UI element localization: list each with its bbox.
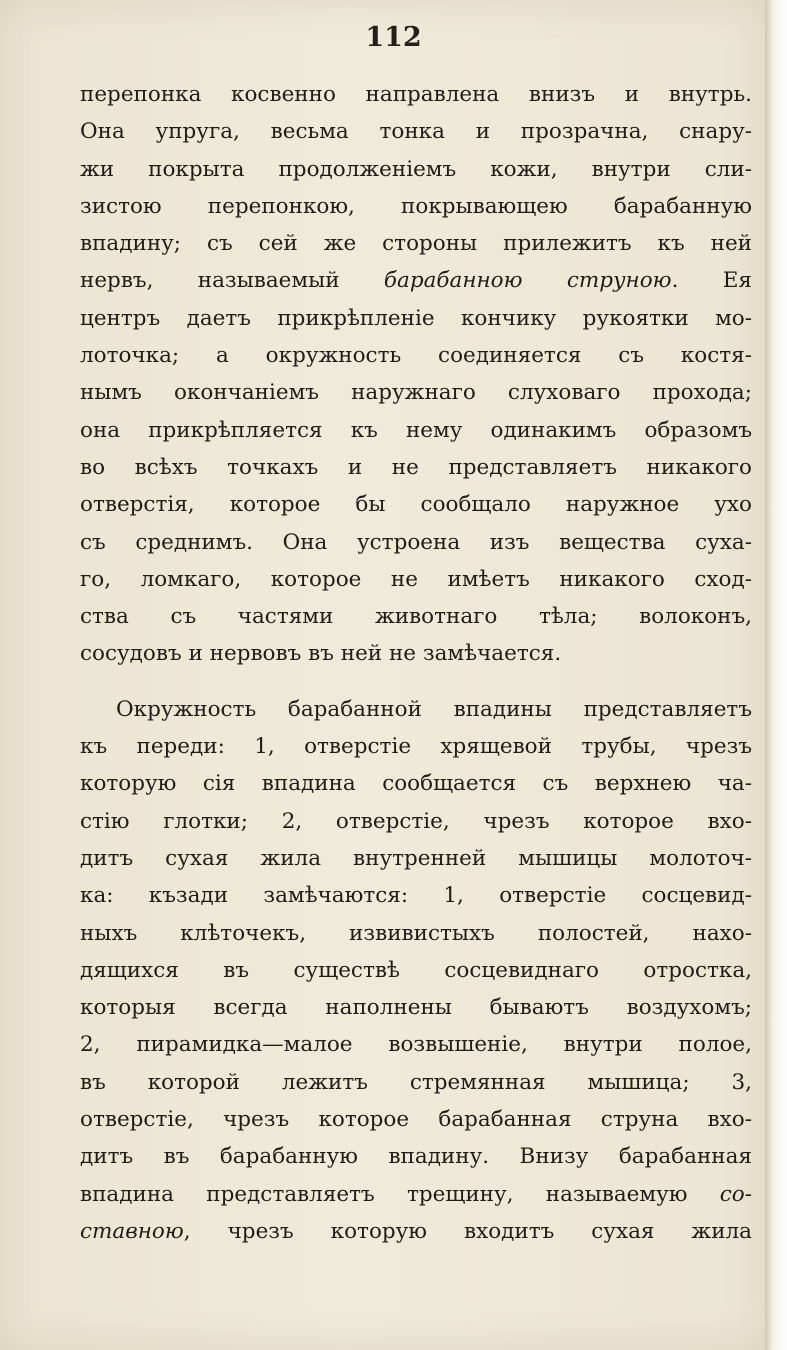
text-line: впадину; съ сей же стороны прилежитъ къ ней	[80, 231, 752, 257]
text-line: центръ даетъ прикрѣпленіе кончику рукоятки мо-	[80, 305, 752, 331]
text-line: лоточка; а окружность соединяется съ костя-	[80, 343, 752, 369]
page-number: 112	[365, 22, 422, 53]
italic-term: барабанною струною	[383, 268, 672, 294]
text-line	[80, 1213, 752, 1250]
text-line: перепонка косвенно направлена внизъ и внутрь.	[80, 82, 752, 107]
text-line: отверстіе, чрезъ которое барабанная струна вхо-	[80, 1107, 752, 1133]
text-line: Она упруга, весьма тонка и прозрачна, снару-	[80, 119, 752, 145]
text-line	[80, 262, 752, 299]
text-line: во всѣхъ точкахъ и не представляетъ никакого	[80, 454, 752, 480]
italic-term: со-	[719, 1181, 752, 1207]
text-line: ка: къзади замѣчаются: 1, отверстіе сосцевид-	[80, 883, 752, 909]
text-line: которую сія впадина сообщается съ верхнею ча-	[80, 771, 752, 797]
text-line: 2, пирамидка—малое возвышеніе, внутри полое,	[80, 1032, 752, 1058]
text-line: нымъ окончаніемъ наружнаго слуховаго прохода;	[80, 380, 752, 406]
text-segment: впадина представляетъ трещину, называемую	[80, 1181, 720, 1207]
page-edge	[765, 0, 787, 1350]
text-line: она прикрѣпляется къ нему одинакимъ образомъ	[80, 417, 752, 443]
text-segment: нервъ, называемый	[80, 268, 384, 294]
text-line: жи покрыта продолженіемъ кожи, внутри сли-	[80, 156, 752, 182]
text-line: съ среднимъ. Она устроена изъ вещества суха-	[80, 529, 752, 555]
text-line: го, ломкаго, которое не имѣетъ никакого сход-	[80, 566, 752, 592]
paragraph-1	[80, 76, 752, 673]
text-line: ства съ частями животнаго тѣла; волоконъ,	[80, 604, 752, 630]
text-line: дитъ сухая жила внутренней мышицы молоточ-	[80, 845, 752, 871]
paragraph-gap	[80, 673, 752, 691]
paragraph-2	[80, 691, 752, 1250]
text-line: ныхъ клѣточекъ, извивистыхъ полостей, нахо-	[80, 920, 752, 946]
body-text	[80, 76, 752, 1250]
text-line: въ которой лежитъ стремянная мышица; 3,	[80, 1069, 752, 1095]
text-line: дящихся въ существѣ сосцевиднаго отростка,	[80, 957, 752, 983]
text-segment: , чрезъ которую входитъ сухая жила	[183, 1218, 752, 1244]
text-line: Окружность барабанной впадины представляетъ	[116, 696, 752, 722]
text-line	[80, 1176, 752, 1213]
text-line: зистою перепонкою, покрывающею барабанную	[80, 193, 752, 219]
text-line: дитъ въ барабанную впадину. Внизу барабанная	[80, 1144, 752, 1170]
text-line: сосудовъ и нервовъ въ ней не замѣчается.	[80, 641, 562, 667]
text-line: стію глотки; 2, отверстіе, чрезъ которое вхо-	[80, 808, 752, 834]
text-line: къ переди: 1, отверстіе хрящевой трубы, чрезъ	[80, 734, 752, 760]
text-line: которыя всегда наполнены бываютъ воздухомъ;	[80, 995, 752, 1021]
text-line: отверстія, которое бы сообщало наружное ухо	[80, 492, 752, 518]
text-segment: . Ея	[671, 268, 752, 294]
italic-term: ставною	[80, 1218, 184, 1244]
